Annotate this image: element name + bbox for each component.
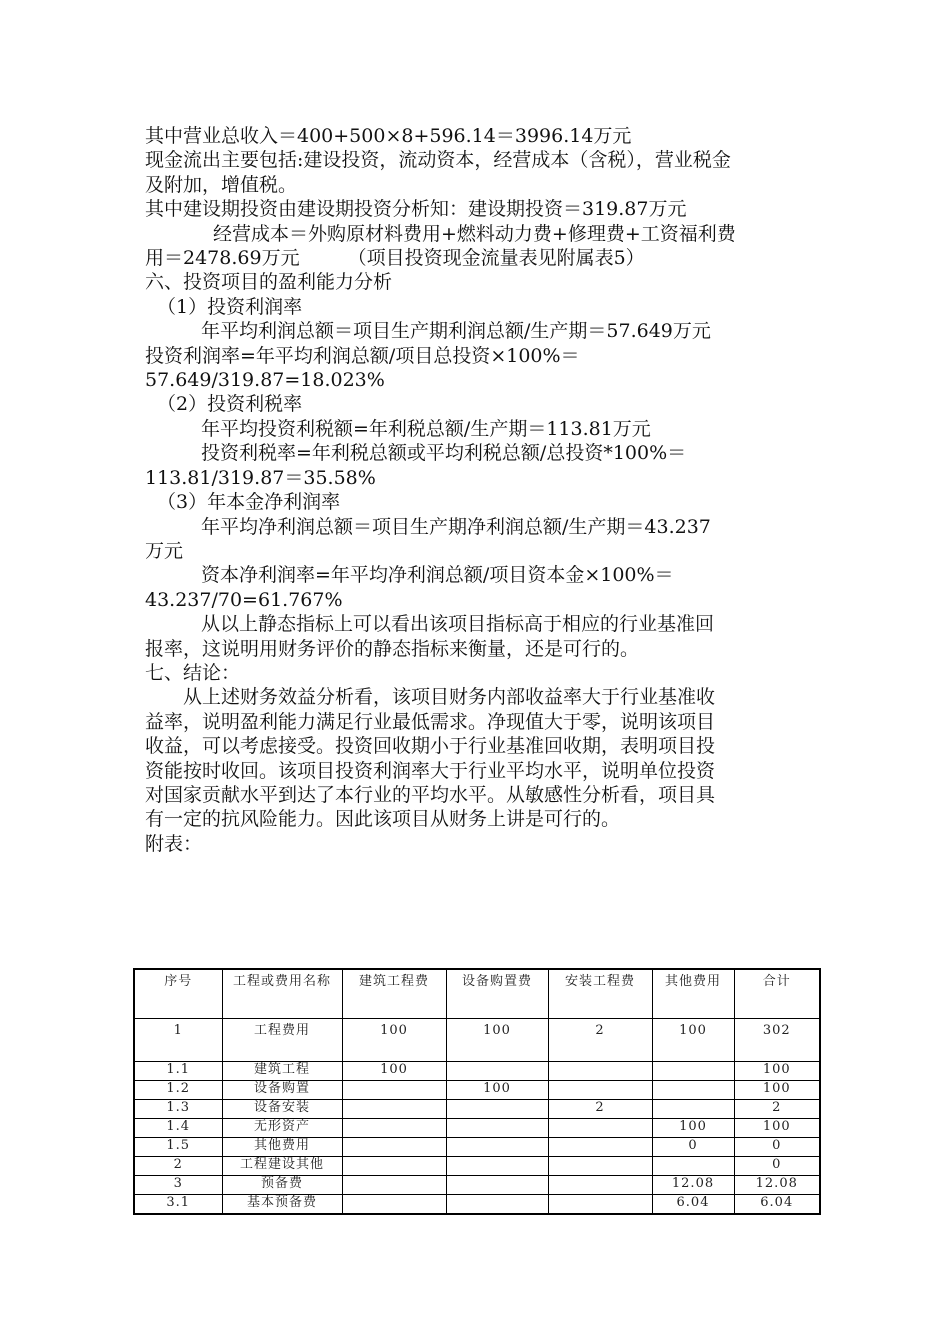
table-cell	[548, 1119, 652, 1138]
header-cell: 安装工程费	[548, 969, 652, 1019]
table-cell: 1.3	[134, 1100, 222, 1119]
table-cell	[342, 1100, 446, 1119]
table-cell: 2	[548, 1019, 652, 1062]
table-cell: 设备购置	[222, 1081, 342, 1100]
paragraph: 其中建设期投资由建设期投资分析知：建设期投资＝319.87万元	[145, 198, 687, 221]
table-cell	[652, 1100, 734, 1119]
text: （项目投资现金流量表见附属表5）	[347, 247, 645, 270]
investment-cost-table	[133, 968, 821, 1215]
table-cell	[548, 1157, 652, 1176]
table-row	[134, 1157, 820, 1176]
table-cell: 设备安装	[222, 1100, 342, 1119]
table-row	[134, 1195, 820, 1215]
paragraph: 有一定的抗风险能力。因此该项目从财务上讲是可行的。	[145, 808, 621, 831]
paragraph: 其中营业总收入＝400+500×8+596.14＝3996.14万元	[145, 125, 632, 147]
text: 用＝2478.69万元	[145, 247, 300, 270]
table-cell: 1.4	[134, 1119, 222, 1138]
table-row	[134, 1138, 820, 1157]
table-cell	[446, 1176, 548, 1195]
table-cell	[342, 1157, 446, 1176]
table-cell	[446, 1119, 548, 1138]
paragraph: 资能按时收回。该项目投资利润率大于行业平均水平，说明单位投资	[145, 759, 716, 782]
section-heading: 六、投资项目的盈利能力分析	[145, 271, 393, 294]
paragraph: 年平均投资利税额=年利税总额/生产期＝113.81万元	[201, 417, 651, 440]
table-cell	[342, 1119, 446, 1138]
paragraph: 年平均利润总额＝项目生产期利润总额/生产期＝57.649万元	[201, 320, 711, 343]
table-cell: 302	[734, 1019, 820, 1062]
table-cell: 3.1	[134, 1195, 222, 1215]
table-cell: 1	[134, 1019, 222, 1062]
table-cell: 1.2	[134, 1081, 222, 1100]
table-cell: 3	[134, 1176, 222, 1195]
table-cell: 1.5	[134, 1138, 222, 1157]
header-cell: 序号	[134, 969, 222, 1019]
table-cell: 100	[734, 1119, 820, 1138]
table-cell: 0	[734, 1138, 820, 1157]
table-cell: 100	[652, 1019, 734, 1062]
table-cell	[548, 1081, 652, 1100]
table-cell	[342, 1081, 446, 1100]
table-cell: 100	[734, 1062, 820, 1081]
subsection-heading: （3）年本金净利润率	[157, 491, 341, 514]
paragraph: 投资利税率=年利税总额或平均利税总额/总投资*100%＝	[201, 442, 687, 465]
table-cell	[342, 1195, 446, 1215]
table-cell	[446, 1157, 548, 1176]
table-cell	[548, 1176, 652, 1195]
table-cell: 100	[734, 1081, 820, 1100]
table-cell: 工程建设其他	[222, 1157, 342, 1176]
table-cell: 无形资产	[222, 1119, 342, 1138]
table-row	[134, 1062, 820, 1081]
paragraph-line	[145, 246, 815, 270]
paragraph: 投资利润率=年平均利润总额/项目总投资×100%＝	[145, 344, 580, 367]
document-body	[145, 124, 815, 856]
table-cell: 100	[446, 1019, 548, 1062]
table-cell: 12.08	[734, 1176, 820, 1195]
table-cell: 100	[342, 1019, 446, 1062]
table-cell: 其他费用	[222, 1138, 342, 1157]
header-cell: 建筑工程费	[342, 969, 446, 1019]
paragraph: 43.237/70=61.767%	[145, 588, 343, 611]
table-cell: 100	[342, 1062, 446, 1081]
table-row	[134, 1119, 820, 1138]
paragraph: 从上述财务效益分析看，该项目财务内部收益率大于行业基准收	[183, 686, 716, 709]
table-cell	[548, 1138, 652, 1157]
appendix-label: 附表：	[145, 832, 203, 855]
paragraph: 年平均净利润总额＝项目生产期净利润总额/生产期＝43.237	[201, 515, 711, 538]
table-cell: 6.04	[734, 1195, 820, 1215]
subsection-heading: （2）投资利税率	[157, 393, 303, 416]
subsection-heading: （1）投资利润率	[157, 295, 303, 318]
table-cell: 6.04	[652, 1195, 734, 1215]
paragraph: 益率，说明盈利能力满足行业最低需求。净现值大于零，说明该项目	[145, 710, 716, 733]
table-cell	[446, 1062, 548, 1081]
table-cell: 0	[652, 1138, 734, 1157]
paragraph: 现金流出主要包括:建设投资，流动资本，经营成本（含税），营业税金	[145, 149, 731, 172]
header-cell: 设备购置费	[446, 969, 548, 1019]
table-cell	[652, 1157, 734, 1176]
table-cell	[446, 1195, 548, 1215]
table-cell	[652, 1081, 734, 1100]
table-cell: 100	[446, 1081, 548, 1100]
table-row	[134, 1100, 820, 1119]
paragraph: 113.81/319.87＝35.58%	[145, 466, 376, 489]
table-cell: 建筑工程	[222, 1062, 342, 1081]
table-cell: 2	[548, 1100, 652, 1119]
paragraph: 57.649/319.87=18.023%	[145, 369, 385, 392]
table-cell: 2	[734, 1100, 820, 1119]
table-cell	[446, 1100, 548, 1119]
paragraph: 资本净利润率=年平均净利润总额/项目资本金×100%＝	[201, 564, 674, 587]
paragraph: 从以上静态指标上可以看出该项目指标高于相应的行业基准回	[201, 613, 715, 636]
header-cell: 其他费用	[652, 969, 734, 1019]
table-cell: 0	[734, 1157, 820, 1176]
paragraph: 及附加，增值税。	[145, 173, 298, 196]
table-cell	[652, 1062, 734, 1081]
table-cell: 2	[134, 1157, 222, 1176]
table-cell: 工程费用	[222, 1019, 342, 1062]
paragraph: 对国家贡献水平到达了本行业的平均水平。从敏感性分析看，项目具	[145, 783, 716, 806]
table-cell: 基本预备费	[222, 1195, 342, 1215]
paragraph: 经营成本＝外购原材料费用+燃料动力费+修理费+工资福利费	[213, 222, 736, 245]
section-heading: 七、结论：	[145, 661, 241, 684]
header-cell: 工程或费用名称	[222, 969, 342, 1019]
table-cell	[342, 1138, 446, 1157]
table-cell: 1.1	[134, 1062, 222, 1081]
table-cell: 100	[652, 1119, 734, 1138]
table-row	[134, 1019, 820, 1062]
paragraph: 万元	[145, 539, 184, 562]
paragraph: 收益，可以考虑接受。投资回收期小于行业基准回收期，表明项目投	[145, 735, 716, 758]
header-cell: 合计	[734, 969, 820, 1019]
table-cell: 预备费	[222, 1176, 342, 1195]
table-row	[134, 1176, 820, 1195]
table-cell	[548, 1062, 652, 1081]
table-cell	[342, 1176, 446, 1195]
table-header-row	[134, 969, 820, 1019]
paragraph: 报率，这说明用财务评价的静态指标来衡量，还是可行的。	[145, 637, 640, 660]
table-row	[134, 1081, 820, 1100]
table-cell: 12.08	[652, 1176, 734, 1195]
table-cell	[548, 1195, 652, 1215]
table-cell	[446, 1138, 548, 1157]
